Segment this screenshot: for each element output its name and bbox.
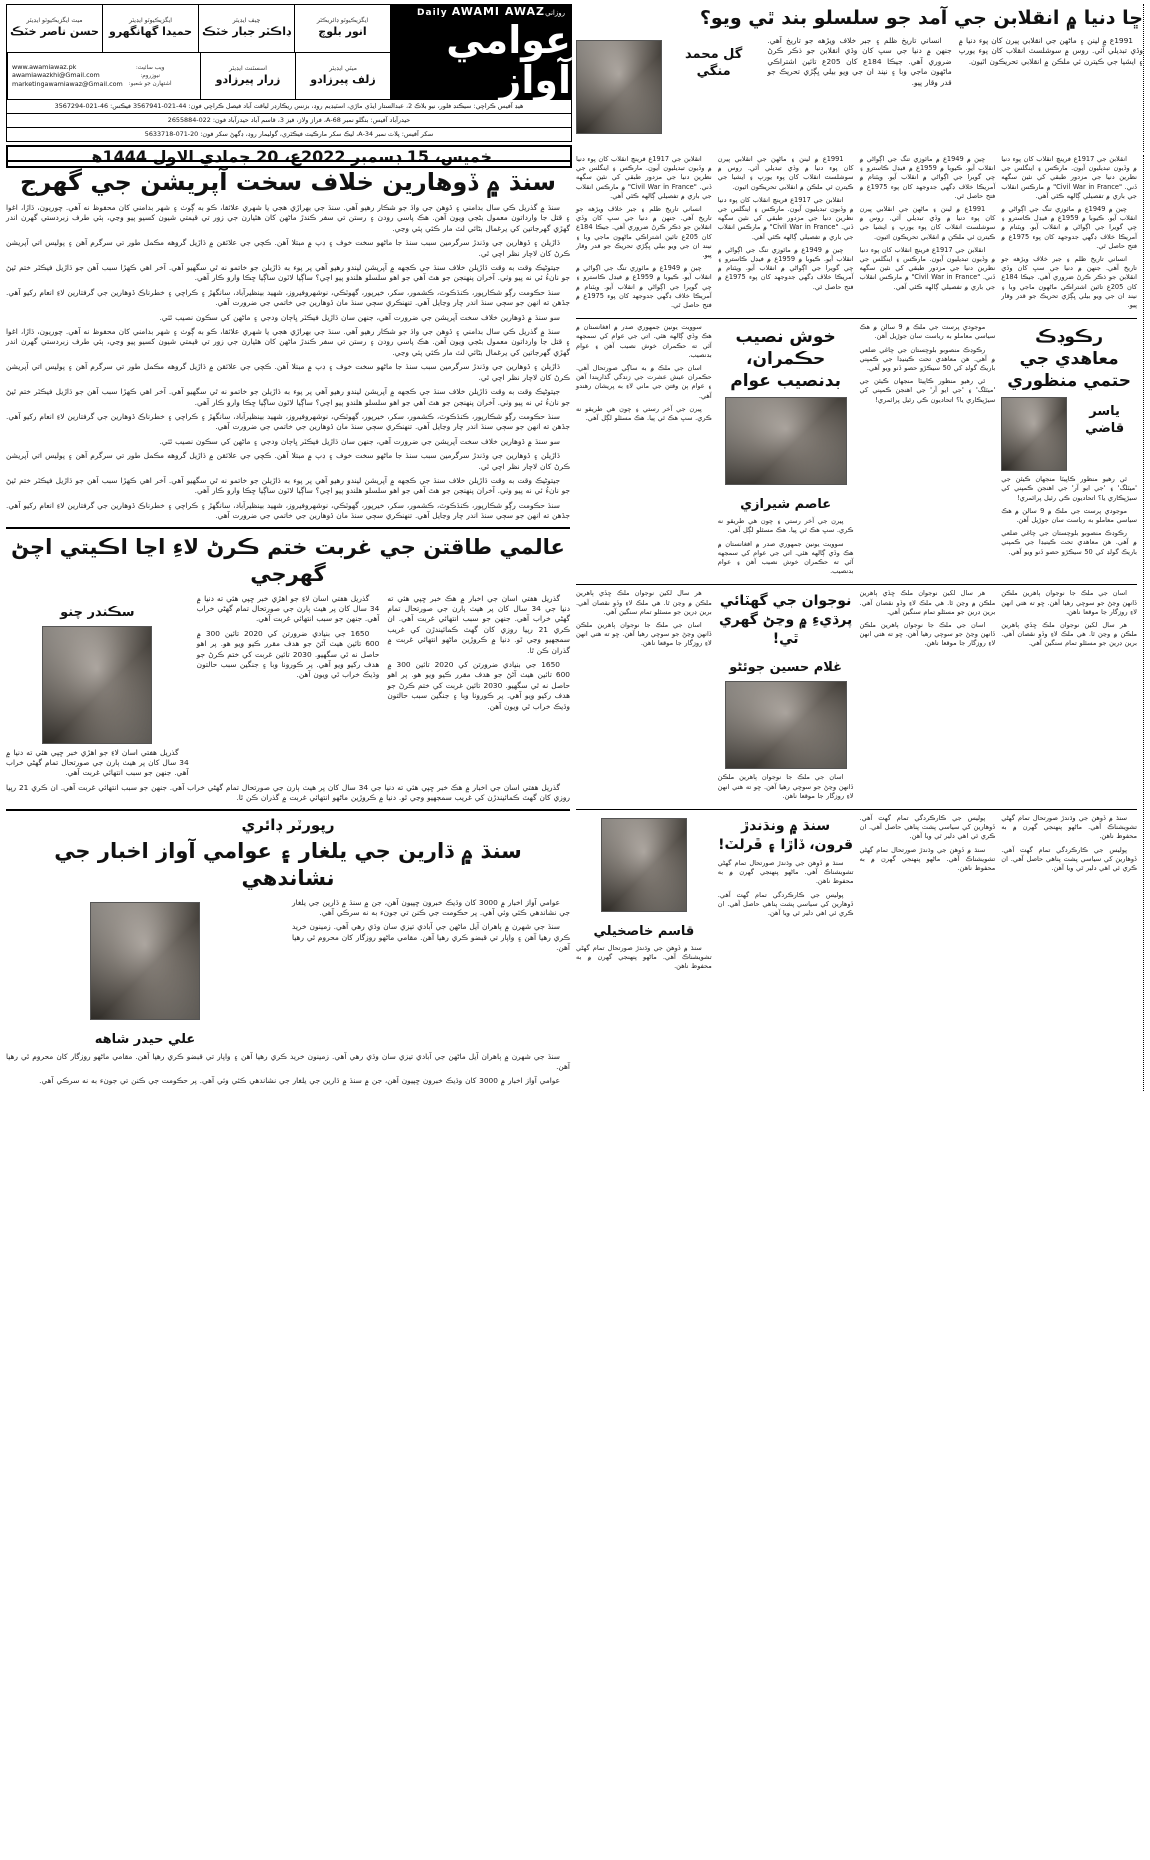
a4-author-photo — [725, 681, 847, 769]
lead-para-4b: سنڌ حڪومت رڳو شڪارپور، ڪنڌڪوٽ، ڪشمور، سکر، خيرپور، گهوٽڪي، نوشهروفيروز، شهيد بينظيرآباد، سانگهڙ ۽ ڪراچي ۽ خطرناڪ ڏوهارين جي گرفتارين لاءِ انعام رکيو آهي. جڏهن ته انهن جو سڄي سنڌ اندر چار وڃايل آهي. تنهنڪري سڄي سنڌ مان ڏوهارين جي خاتمي جي ضرورت آهي. — [6, 411, 570, 432]
left-zone — [572, 155, 1144, 1091]
top-strip — [6, 4, 1144, 166]
a5-author-photo — [601, 818, 687, 912]
a1-para-4b: چين ۾ 1949ع ۾ مائوزي تنگ جي اڳواڻي ۾ انقلاب آيو. ڪيوبا ۾ 1959ع ۾ فيڊل ڪاسترو ۽ چي گويرا جي اڳواڻي ۾ انقلاب آيو. ويٽنام ۾ آمريڪا خلاف ڊگهي جدوجهد کان پوء 1975ع ۾ فتح حاصل ٿي. — [859, 155, 996, 200]
second-body-continued — [6, 783, 570, 804]
a5-col-4 — [1001, 814, 1137, 976]
second-para-1: گذريل هفتي اسان لاءِ جو اهڙي خبر ڇپي هئي ته دنيا ۾ 34 سال کان پر هيٺ ٻارن جي صورتحال تمام گهڻي خراب آهي. جنهن جو سبب انتهائي غربت آهي. — [196, 593, 380, 624]
a1-para-4c: چين ۾ 1949ع ۾ مائوزي تنگ جي اڳواڻي ۾ انقلاب آيو. ڪيوبا ۾ 1959ع ۾ فيڊل ڪاسترو ۽ چي گويرا جي اڳواڻي ۾ انقلاب آيو. ويٽنام ۾ آمريڪا خلاف ڊگهي جدوجهد کان پوء 1975ع ۾ فتح حاصل ٿي. — [717, 245, 854, 291]
staff-cell-exec-editor — [102, 5, 198, 52]
divider-a3-a4 — [576, 584, 1137, 585]
staff-cell-assistant-editor — [200, 53, 295, 100]
third-author-name: علي حيدر شاهه — [94, 1031, 196, 1047]
lead-para-2b: ڌاڙيلن ۽ ڏوهارين جي وڌندڙ سرگرمين سبب سنڌ جا ماڻهو سخت خوف ۽ ڊپ ۾ مبتلا آهن. ڪچي جي علائقن ۾ ڌاڙيل گروهه مڪمل طور تي سرگرم آهن ۽ پوليس اتي آپريشن ڪرڻ کان لاچار نظر اچي ٿي. — [6, 362, 570, 382]
divider-a1-a2 — [576, 318, 1137, 319]
second-byline-text — [6, 748, 189, 779]
staff-cell-deputy-editor — [295, 53, 390, 100]
a1-author-photo — [576, 40, 662, 134]
a5-overflow — [576, 944, 712, 972]
lead-para-4c: سنڌ حڪومت رڳو شڪارپور، ڪنڌڪوٽ، ڪشمور، سکر، خيرپور، گهوٽڪي، نوشهروفيروز، شهيد بينظيرآباد، سانگهڙ ۽ ڪراچي ۽ خطرناڪ ڏوهارين جي گرفتارين لاءِ انعام رکيو آهي. جڏهن ته انهن جو سڄي سنڌ اندر چار وڃايل آهي. تنهنڪري سڄي سنڌ مان ڏوهارين جي خاتمي جي ضرورت آهي. — [6, 500, 570, 521]
a1-author-name: گل محمد منگي — [685, 47, 743, 79]
a2-overflow-col — [576, 323, 712, 580]
a5-byline — [576, 818, 712, 940]
staff-role: ميٽي ايڊيٽر — [329, 64, 357, 72]
lead-para-5b: سو سنڌ ۾ ڏوهارين خلاف سخت آپريشن جي ضرورت آهي، جنهن سان ڌاڙيل فيڪٽر ڀاڄان ودجي ۽ ماڻهن کي سڪون نصيب ٿئي. — [159, 436, 560, 446]
lead-para-4: سنڌ حڪومت رڳو شڪارپور، ڪنڌڪوٽ، ڪشمور، سکر، خيرپور، گهوٽڪي، نوشهروفيروز، شهيد بينظيرآباد، سانگهڙ ۽ ڪراچي ۽ خطرناڪ ڏوهارين جي گرفتارين لاءِ انعام رکيو آهي. جڏهن ته انهن جو سڄي سنڌ اندر چار وڃايل آهي. تنهنڪري سڄي سنڌ مان ڏوهارين جي خاتمي جي ضرورت آهي. — [6, 287, 570, 308]
a3-author-photo — [1001, 397, 1067, 471]
a1-para-1: انساني تاريخ ظلم ۽ جبر خلاف ويڙهه جو تاريخ آهي. جنهن ۾ دنيا جي سڀ کان وڏي انقلابن جو ذڪر ڪرڻ ضروري آهي. جيڪا 184ع کان 205ع تائين اشتراڪي ماڻهون ماجي وبا ۽ نيند ان جي ويو بيلي ڀڳڙي تحريڪ جو قدر وقار پيو. — [767, 36, 952, 87]
a2-para-1: پيرن جي آخر رستي ۽ چون هي طريقو نه ڪري. سڀ هڪ ٿي پيا. هڪ مسئلو لڳل آهي. — [717, 517, 854, 535]
a2-a3-band — [576, 323, 1137, 580]
contact-labels — [129, 64, 172, 88]
a4-para-1: اسان جي ملڪ جا نوجوان ٻاهرين ملڪن ڏانهن وڃڻ جو سوچي رهيا آهن. ڇو ته هتي انهن لاءِ روزگار جا موقعا ناهن. — [1001, 589, 1137, 616]
third-body-continued — [6, 1052, 570, 1087]
a5-headline[interactable]: سنڌ ۾ ونڌندڙ قرون، ڏاڙا ۽ ڦرلٽ! — [718, 818, 854, 854]
a3-para-3b: رڪوڊڪ منصوبو بلوچستان جي چاغي ضلعي ۾ آهي. هن معاهدي تحت ڪينيڊا جي ڪمپني باريڪ گولڊ کي 50 سيڪڙو حصو ڏنو ويو آهي. — [859, 345, 996, 373]
a2-author-photo — [725, 397, 847, 485]
a3-para-3: رڪوڊڪ منصوبو بلوچستان جي چاغي ضلعي ۾ آهي. هن معاهدي تحت ڪينيڊا جي ڪمپني باريڪ گولڊ کي 50 سيڪڙو حصو ڏنو ويو آهي. — [1001, 529, 1137, 556]
staff-role: اسسٽنٽ ايڊيٽر — [229, 64, 267, 72]
a5-para-1c: سنڌ ۾ ڏوهن جي وڌندڙ صورتحال تمام گهڻي تشويشناڪ آهي. ماڻهو پنهنجي گهرن ۾ به محفوظ ناهن. — [717, 859, 854, 886]
a3-byline — [1001, 397, 1137, 471]
a2-para-2b: سوويت يونين جمهوري صدر ۾ افغانستان ۾ هڪ وڏي ڳالهه هئي. اتي جي عوام کي سمجهه آئي ته حڪمران خوش نصيب آهن ۽ عوام بدنصيب. — [576, 323, 712, 359]
address-head-office: هيڊ آفيس ڪراچي: سيڪنڊ فلور، نيو بلاڪ 2، عبدالستار ايڏي ماڙي، اسٽيڊيم روڊ، بزنس ريڪارڊر لياقت آباد فيصل ڪراچي فون: 44-021-3567941 فيڪس: 46-021-3567294 — [6, 100, 572, 114]
a1-para-4: چين ۾ 1949ع ۾ مائوزي تنگ جي اڳواڻي ۾ انقلاب آيو. ڪيوبا ۾ 1959ع ۾ فيڊل ڪاسترو ۽ چي گويرا جي اڳواڻي ۾ انقلاب آيو. ويٽنام ۾ آمريڪا خلاف ڊگهي جدوجهد کان پوء 1975ع ۾ فتح حاصل ٿي. — [1001, 205, 1138, 250]
third-col-left — [292, 898, 570, 1052]
a1-para-2: 1991ع ۾ لينن ۽ ماڻهن جي انقلابي پيرن کان پوء دنيا ۾ وڏي تبديلي آئي. روس ۾ سوشلسٽ انقلاب کان پوء يورپ ۽ ايشيا جي ڪيترن ئي ملڪن ۾ انقلابي تحريڪون اٿيون. — [958, 36, 1143, 66]
a5-byline-col — [576, 814, 712, 976]
a5-para-1: سنڌ ۾ ڏوهن جي وڌندڙ صورتحال تمام گهڻي تشويشناڪ آهي. ماڻهو پنهنجي گهرن ۾ به محفوظ ناهن. — [1001, 814, 1137, 841]
lead-para-5: سو سنڌ ۾ ڏوهارين خلاف سخت آپريشن جي ضرورت آهي، جنهن سان ڌاڙيل فيڪٽر ڀاڄان ودجي ۽ ماڻهن کي سڪون نصيب ٿئي. — [159, 312, 560, 322]
a3-para-2b: موجودي پرسٽ جي ملڪ ۾ 9 سالن ۾ هڪ سياسي معاملو به رياست سان جوڙيل آهن. — [859, 323, 996, 341]
a4-byline — [718, 653, 854, 769]
address-hyderabad-office: حيدرآباد آفيس: بنگلو نمبر 68-A، فراز ولاز، فيز 3، قاسم آباد حيدرآباد فون: 022-2655884 — [6, 114, 572, 128]
staff-grid — [6, 4, 390, 100]
second-byline-col — [6, 594, 189, 783]
divider-a4-a5 — [576, 809, 1137, 810]
staff-name: زرار پيرزادو — [215, 72, 281, 86]
contact-website[interactable]: www.awamiawaz.pk — [12, 62, 77, 71]
contact-label-ads: اشتهارن جو شعبو: — [128, 80, 172, 87]
nameplate-sindhi-title: عوامي آواز — [446, 17, 571, 102]
a4-head-col — [718, 589, 854, 805]
a2-para-1b: پيرن جي آخر رستي ۽ چون هي طريقو نه ڪري. سڀ هڪ ٿي پيا. هڪ مسئلو لڳل آهي. — [576, 404, 712, 423]
a1-para-3b: انقلابن جي 1917ع فرينچ انقلاب کان پوء دنيا ۾ وڏيون تبديليون آيون. مارڪس ۽ اينگلس جي نظرين دنيا جي مزدور طبقي کي نئين سگهه ڏني. "Civil War in France" ۾ مارڪس انقلاب جي باري ۾ تفصيلي ڳالهه ڪئي آهي. — [859, 245, 996, 291]
a1-para-1c: انساني تاريخ ظلم ۽ جبر خلاف ويڙهه جو تاريخ آهي. جنهن ۾ دنيا جي سڀ کان وڏي انقلابن جو ذڪر ڪرڻ ضروري آهي. جيڪا 184ع کان 205ع تائين اشتراڪي ماڻهون ماجي وبا ۽ نيند ان جي ويو بيلي ڀڳڙي تحريڪ جو قدر وقار پيو. — [576, 205, 712, 260]
third-para-2: سنڌ جي شهرن ۾ ٻاهران آيل ماڻهن جي آبادي تيزي سان وڌي رهي آهي. زمينون خريد ڪري رهيا آهن ۽ واپار تي قبضو ڪري رهيا آهن. مقامي ماڻهو روزگار کان محروم ٿي رهيا آهن. — [292, 922, 570, 953]
staff-name: حسن ناصر خٽڪ — [10, 25, 99, 39]
a3-para-1b: ٿي رهيو منظور ڪاپيٽا منجهان ڪيئن جي 'ميٽلگ' ۽ 'جي ايو آر' جي اهنجن ڪمپني کي سيڙپڪاري يا؟ اتحاديون ڪي رئيل پرائمري! — [859, 377, 996, 404]
lead-para-3b: جيتوڻيڪ وقت به وقت ڌاڙيلن خلاف سنڌ جي ڪجهه ۾ آپريشن ليندو رهيو آهي پر پوء به ڌاڙيلن جو خاتمو نه ٿي سگهيو آهي. آخر اهي ڪهڙا سبب آهن جو ڌاڙيل فيڪٽر ختم ٿيڻ جو نانءُ ئي نه پيو وٺي. آخران پنهنجن جو هٿ آهي جو اهو سلسلو هلندو پيو اچي؟ ساڳيا لاٽون ساڳيا ڇڪا وارو ڪار آهي. — [6, 387, 570, 407]
third-author-photo — [90, 902, 200, 1020]
a4-col-3 — [860, 589, 996, 805]
main-body — [6, 155, 1144, 1091]
staff-name: زلف پيرزادو — [310, 72, 376, 86]
rule-above-third — [6, 809, 570, 811]
a4-text — [718, 773, 854, 801]
second-para-3: 1650 جي بنيادي ضرورتن کي 2020 تائين 300 ۾ 600 تائين هيٺ آڻڻ جو هدف مقرر ڪيو ويو هو. پر اهو حاصل نه ٿي سگهيو. 2030 تائين غربت کي ختم ڪرڻ جو هدف رکيو ويو آهي. پر ڪورونا وبا ۽ جنگين سبب حالتون وڌيڪ خراب ٿي ويون آهن. — [387, 660, 571, 711]
a1-para-1b: انساني تاريخ ظلم ۽ جبر خلاف ويڙهه جو تاريخ آهي. جنهن ۾ دنيا جي سڀ کان وڏي انقلابن جو ذڪر ڪرڻ ضروري آهي. جيڪا 184ع کان 205ع تائين اشتراڪي ماڻهون ماجي وبا ۽ نيند ان جي ويو بيلي ڀڳڙي تحريڪ جو قدر وقار پيو. — [1001, 255, 1137, 310]
staff-role: چيف ايڊيٽر — [232, 17, 261, 25]
a1-cont-col-4 — [1001, 155, 1137, 314]
a3-para-1: ٿي رهيو منظور ڪاپيٽا منجهان ڪيئن جي 'ميٽلگ' ۽ 'جي ايو آر' جي اهنجن ڪمپني کي سيڙپڪاري يا؟ اتحاديون ڪي رئيل پرائمري! — [1001, 475, 1137, 502]
a5-para-2: پوليس جي ڪارڪردگي تمام گهٽ آهي. ڏوهارين کي سياسي پشت پناهي حاصل آهي. ان ڪري ئي اهي دلير ٿي ويا آهن. — [1001, 845, 1137, 873]
a3-headline[interactable]: رڪوڊڪ معاهدي جي حتمي منظوري — [1007, 327, 1131, 392]
staff-name: انور بلوچ — [318, 25, 367, 39]
third-para-2b: سنڌ جي شهرن ۾ ٻاهران آيل ماڻهن جي آبادي تيزي سان وڌي رهي آهي. زمينون خريد ڪري رهيا آهن ۽ واپار تي قبضو ڪري رهيا آهن. مقامي ماڻهو روزگار کان محروم ٿي رهيا آهن. — [6, 1051, 570, 1071]
a4-para-2b: هر سال لکين نوجوان ملڪ ڇڏي ٻاهرين ملڪن ۾ وڃن ٿا. هي ملڪ لاءِ وڏو نقصان آهي. برين ڊرين جو مسئلو تمام سنگين آهي. — [859, 589, 996, 616]
nameplate-latin — [417, 5, 545, 18]
a5-author-name: قاسم خاصخيلي — [593, 924, 695, 940]
nameplate-latin-daily: Daily — [417, 7, 448, 18]
address-sukkur-office: سکر آفيس: پلاٽ نمبر 34-A، ليڪ سکر مارڪيٽ فيڪٽري، گوليمار روڊ، ڊگهڻ سکر فون: 20-071-5633718 — [6, 128, 572, 142]
a1-continued — [576, 155, 1137, 314]
staff-name: ڊاڪٽر جبار خٽڪ — [202, 25, 291, 39]
a3-overflow-col — [860, 323, 996, 580]
staff-cell-chief-editor — [198, 5, 294, 52]
third-headline[interactable]: سنڌ ۾ ڌارين جي يلغار ۽ عوامي آواز اخبار جي نشاندهي — [54, 838, 522, 890]
staff-role: ايگزيڪيوٽو ڊائريڪٽر — [316, 17, 369, 25]
staff-cell-deputy-exec-editor — [7, 5, 102, 52]
staff-cell-exec-director — [294, 5, 390, 52]
a3-block — [1001, 323, 1137, 580]
a4-col-1 — [576, 589, 712, 805]
third-byline — [6, 902, 284, 1048]
lead-body — [6, 203, 570, 522]
a5-para-1d: سنڌ ۾ ڏوهن جي وڌندڙ صورتحال تمام گهڻي تشويشناڪ آهي. ماڻهو پنهنجي گهرن ۾ به محفوظ ناهن. — [576, 944, 712, 971]
second-col-left — [387, 594, 570, 783]
a2-author-name: عاصم شيرازي — [740, 497, 832, 513]
second-author-name: سڪندر چنو — [60, 604, 135, 620]
rule-above-second — [6, 527, 570, 529]
a3-para-2: موجودي پرسٽ جي ملڪ ۾ 9 سالن ۾ هڪ سياسي معاملو به رياست سان جوڙيل آهن. — [1001, 506, 1137, 525]
second-col-mid — [197, 594, 380, 783]
lead-headline[interactable]: سنڌ ۾ ڏوهارين خلاف سخت آپريشن جي گهرج — [19, 168, 556, 196]
a1-col-3 — [959, 36, 1143, 138]
lead-para-1b: سنڌ ۾ گذريل ڪي سال بدامني ۽ ڏوهن جي واڌ جو شڪار رهيو آهي. سنڌ جي بهراڙي هجي يا شهري علائقا، ڪو به ڳوٺ ۽ شهر بدامني کان محفوظ نه آهي. چوريون، ڌاڙا، اغوا ۽ قتل جا وارداتون معمول بڻجي ويون آهن. هڪ پاسي رودن ۽ رستن تي سفر ڪندڙ ماڻهن کان هٿيارن جي زور تي قيمتي شيون کسيو پيو وڃي، ٻئي طرف زبردستي گهرن اندر گهڙي گهرجاتين کي يرغمال بڻائي لٽ مار ڪئي پئي وڃي. — [6, 327, 570, 357]
lead-para-1: سنڌ ۾ گذريل ڪي سال بدامني ۽ ڏوهن جي واڌ جو شڪار رهيو آهي. سنڌ جي بهراڙي هجي يا شهري علائقا، ڪو به ڳوٺ ۽ شهر بدامني کان محفوظ نه آهي. چوريون، ڌاڙا، اغوا ۽ قتل جا وارداتون معمول بڻجي ويون آهن. هڪ پاسي رودن ۽ رستن تي سفر ڪندڙ ماڻهن کان هٿيارن جي زور تي قيمتي شيون کسيو پيو وڃي، ٻئي طرف زبردستي گهرن اندر گهڙي گهرجاتين کي يرغمال بڻائي لٽ مار ڪئي پئي وڃي. — [6, 203, 570, 233]
lead-para-2: ڌاڙيلن ۽ ڏوهارين جي وڌندڙ سرگرمين سبب سنڌ جا ماڻهو سخت خوف ۽ ڊپ ۾ مبتلا آهن. ڪچي جي علائقن ۾ ڌاڙيل گروهه مڪمل طور تي سرگرم آهن ۽ پوليس اتي آپريشن ڪرڻ کان لاچار نظر اچي ٿي. — [6, 238, 570, 258]
a4-para-1c: اسان جي ملڪ جا نوجوان ٻاهرين ملڪن ڏانهن وڃڻ جو سوچي رهيا آهن. ڇو ته هتي انهن لاءِ روزگار جا موقعا ناهن. — [717, 773, 854, 800]
a2-block — [718, 323, 854, 580]
staff-role: ايگزيڪيوٽو ايڊيٽر — [129, 17, 173, 25]
a3-text — [1001, 475, 1137, 557]
lead-para-2c: ڌاڙيلن ۽ ڏوهارين جي وڌندڙ سرگرمين سبب سنڌ جا ماڻهو سخت خوف ۽ ڊپ ۾ مبتلا آهن. ڪچي جي علائقن ۾ ڌاڙيل گروهه مڪمل طور تي سرگرم آهن ۽ پوليس اتي آپريشن ڪرڻ کان لاچار نظر اچي ٿي. — [6, 451, 570, 471]
a1-para-3c: انقلابن جي 1917ع فرينچ انقلاب کان پوء دنيا ۾ وڏيون تبديليون آيون. مارڪس ۽ اينگلس جي نظرين دنيا جي مزدور طبقي کي نئين سگهه ڏني. "Civil War in France" ۾ مارڪس انقلاب جي باري ۾ تفصيلي ڳالهه ڪئي آهي. — [717, 195, 854, 241]
a1-cont-col-2 — [718, 155, 854, 314]
second-para-2: گذريل هفتي اسان جي اخبار ۾ هڪ خبر ڇپي هئي ته دنيا جي 34 سال کان پر هيٺ ٻارن جي صورتحال تمام گهڻي خراب آهي. جنهن جو سبب انتهائي غربت آهي. ان ڪري 21 رپيا روزي کان گهٽ ڪمائيندڙن کي غريب سمجهيو وڃي ٿو. دنيا ۾ ڪروڙين ماڻهو انتهائي غربت ۾ گذران ڪن ٿا. — [387, 593, 570, 655]
a1-para-3d: انقلابن جي 1917ع فرينچ انقلاب کان پوء دنيا ۾ وڏيون تبديليون آيون. مارڪس ۽ اينگلس جي نظرين دنيا جي مزدور طبقي کي نئين سگهه ڏني. "Civil War in France" ۾ مارڪس انقلاب جي باري ۾ تفصيلي ڳالهه ڪئي آهي. — [576, 155, 712, 200]
a1-para-3: انقلابن جي 1917ع فرينچ انقلاب کان پوء دنيا ۾ وڏيون تبديليون آيون. مارڪس ۽ اينگلس جي نظرين دنيا جي مزدور طبقي کي نئين سگهه ڏني. "Civil War in France" ۾ مارڪس انقلاب جي باري ۾ تفصيلي ڳالهه ڪئي آهي. — [1001, 155, 1138, 200]
a4-para-1d: اسان جي ملڪ جا نوجوان ٻاهرين ملڪن ڏانهن وڃڻ جو سوچي رهيا آهن. ڇو ته هتي انهن لاءِ روزگار جا موقعا ناهن. — [576, 621, 712, 648]
second-author-photo — [42, 626, 152, 744]
a2-headline[interactable]: خوش نصيب حڪمران، بدنصيب عوام — [730, 327, 841, 392]
lead-para-3c: جيتوڻيڪ وقت به وقت ڌاڙيلن خلاف سنڌ جي ڪجهه ۾ آپريشن ليندو رهيو آهي پر پوء به ڌاڙيلن جو خاتمو نه ٿي سگهيو آهي. آخر اهي ڪهڙا سبب آهن جو ڌاڙيل فيڪٽر ختم ٿيڻ جو نانءُ ئي نه پيو وٺي. آخران پنهنجن جو هٿ آهي جو اهو سلسلو هلندو پيو اچي؟ ساڳيا لاٽون ساڳيا ڇڪا وارو ڪار آهي. — [6, 475, 570, 496]
a3-author-name: ياسر قاضي — [1085, 404, 1125, 437]
third-columns — [6, 898, 570, 1052]
a4-author-name: غلام حسين جوئڻو — [729, 660, 843, 676]
contact-values — [12, 63, 123, 89]
a4-para-2: هر سال لکين نوجوان ملڪ ڇڏي ٻاهرين ملڪن ۾ وڃن ٿا. هي ملڪ لاءِ وڏو نقصان آهي. برين ڊرين جو مسئلو تمام سنگين آهي. — [1001, 621, 1137, 648]
a1-cont-col-3 — [860, 155, 996, 314]
a1-top-columns — [576, 36, 1143, 138]
staff-name: حميدا گهانگهرو — [109, 25, 193, 39]
third-kicker: رپورٽر ڊائري — [241, 815, 335, 834]
a2-text — [718, 517, 854, 576]
nameplate-corner-mark: روزاني — [545, 9, 565, 17]
nameplate-latin-title: AWAMI AWAZ — [451, 4, 545, 18]
a2-para-2: سوويت يونين جمهوري صدر ۾ افغانستان ۾ هڪ وڏي ڳالهه هئي. اتي جي عوام کي سمجهه آئي ته حڪمران خوش نصيب آهن ۽ عوام بدنصيب. — [717, 539, 854, 576]
second-para-2b: گذريل هفتي اسان جي اخبار ۾ هڪ خبر ڇپي هئي ته دنيا جي 34 سال کان پر هيٺ ٻارن جي صورتحال تمام گهڻي خراب آهي. جنهن جو سبب انتهائي غربت آهي. ان ڪري 21 رپيا روزي کان گهٽ ڪمائيندڙن کي غريب سمجهيو وڃي ٿو. دنيا ۾ ڪروڙين ماڻهو انتهائي غربت ۾ گذران ڪن ٿا. — [6, 782, 570, 803]
third-byline-col — [6, 898, 284, 1052]
a1-para-4d: چين ۾ 1949ع ۾ مائوزي تنگ جي اڳواڻي ۾ انقلاب آيو. ڪيوبا ۾ 1959ع ۾ فيڊل ڪاسترو ۽ چي گويرا جي اڳواڻي ۾ انقلاب آيو. ويٽنام ۾ آمريڪا خلاف ڊگهي جدوجهد کان پوء 1975ع ۾ فتح حاصل ٿي. — [576, 264, 712, 310]
second-byline — [6, 598, 189, 744]
third-para-1: عوامي آواز اخبار ۾ 3000 کان وڌيڪ خبرون ڇپيون آهن، جن ۾ سنڌ ۾ ڌارين جي يلغار جي نشاندهي ڪئي وئي آهي. پر حڪومت جي ڪنن تي جونء به نه سرڪي آهي. — [292, 897, 570, 917]
a1-para-2c: 1991ع ۾ لينن ۽ ماڻهن جي انقلابي پيرن کان پوء دنيا ۾ وڏي تبديلي آئي. روس ۾ سوشلسٽ انقلاب کان پوء يورپ ۽ ايشيا جي ڪيترن ئي ملڪن ۾ انقلابي تحريڪون اٿيون. — [717, 155, 854, 191]
a5-col-3 — [860, 814, 996, 976]
rule-above-lead — [6, 160, 570, 162]
a1-byline-col — [576, 36, 760, 138]
contact-ads-email[interactable]: marketingawamiawaz@Gmail.com — [12, 80, 123, 89]
a1-cont-col-1 — [576, 155, 712, 314]
a2-para-3: اسان جي ملڪ ۾ به ساڳي صورتحال آهي. حڪمران عيش عشرت جي زندگي گذاريندا آهن ۽ عوام ٻن وقتن جي ماني لاءِ به پريشان رهندو آهي. — [576, 364, 712, 400]
staff-role: ميٽ ايگزيڪيوٽو ايڊيٽر — [26, 17, 83, 25]
a5-para-2c: پوليس جي ڪارڪردگي تمام گهٽ آهي. ڏوهارين کي سياسي پشت پناهي حاصل آهي. ان ڪري ئي اهي دلير ٿي ويا آهن. — [717, 890, 854, 918]
feature-article-top — [572, 4, 1144, 152]
second-headline[interactable]: عالمي طاقتن جي غربت ختم ڪرڻ لاءِ اڃا اڪيتي اچڻ گهرجي — [11, 534, 565, 586]
nameplate — [390, 4, 572, 100]
right-zone — [6, 155, 572, 1091]
second-columns — [6, 594, 570, 783]
lead-para-3: جيتوڻيڪ وقت به وقت ڌاڙيلن خلاف سنڌ جي ڪجهه ۾ آپريشن ليندو رهيو آهي پر پوء به ڌاڙيلن جو خاتمو نه ٿي سگهيو آهي. آخر اهي ڪهڙا سبب آهن جو ڌاڙيل فيڪٽر ختم ٿيڻ جو نانءُ ئي نه پيو وٺي. آخران پنهنجن جو هٿ آهي جو اهو سلسلو هلندو پيو اچي؟ ساڳيا لاٽون ساڳيا ڇڪا وارو ڪار آهي. — [6, 263, 570, 283]
contact-newsroom-email[interactable]: awamiawazkhi@Gmail.com — [12, 71, 100, 80]
staff-row-1 — [7, 5, 390, 52]
date-bar: خميس، 15 ڊسمبر 2022ع، 20 جمادي الاول 1444هـ — [6, 145, 572, 168]
a1-headline[interactable]: ڇا دنيا ۾ انقلابن جي آمد جو سلسلو بند ٿي ويو؟ — [699, 7, 1143, 29]
a1-col-2 — [767, 36, 951, 138]
a2-byline — [718, 397, 854, 513]
a5-text — [718, 859, 854, 918]
third-para-1b: عوامي آواز اخبار ۾ 3000 کان وڌيڪ خبرون ڇپيون آهن، جن ۾ سنڌ ۾ ڌارين جي يلغار جي نشاندهي ڪئي وئي آهي. پر حڪومت جي ڪنن تي جونء به نه سرڪي آهي. — [39, 1076, 560, 1086]
a4-col-4 — [1001, 589, 1137, 805]
contact-block — [7, 53, 200, 100]
a5-para-2b: پوليس جي ڪارڪردگي تمام گهٽ آهي. ڏوهارين کي سياسي پشت پناهي حاصل آهي. ان ڪري ئي اهي دلير ٿي ويا آهن. — [859, 814, 996, 841]
a4-para-1b: اسان جي ملڪ جا نوجوان ٻاهرين ملڪن ڏانهن وڃڻ جو سوچي رهيا آهن. ڇو ته هتي انهن لاءِ روزگار جا موقعا ناهن. — [859, 621, 996, 648]
a5-para-1b: سنڌ ۾ ڏوهن جي وڌندڙ صورتحال تمام گهڻي تشويشناڪ آهي. ماڻهو پنهنجي گهرن ۾ به محفوظ ناهن. — [859, 845, 996, 873]
a5-band — [576, 814, 1137, 976]
contact-label-newsroom: نيوزروم: — [140, 72, 160, 79]
masthead — [6, 4, 572, 166]
a4-headline[interactable]: نوجوان جي گهٽائي پرڌيءِ ۾ وڃڻ گهري ٿي! — [718, 593, 853, 648]
a1-para-2b: 1991ع ۾ لينن ۽ ماڻهن جي انقلابي پيرن کان پوء دنيا ۾ وڏي تبديلي آئي. روس ۾ سوشلسٽ انقلاب کان پوء يورپ ۽ ايشيا جي ڪيترن ئي ملڪن ۾ انقلابي تحريڪون اٿيون. — [859, 205, 996, 241]
second-para-3b: 1650 جي بنيادي ضرورتن کي 2020 تائين 300 ۾ 600 تائين هيٺ آڻڻ جو هدف مقرر ڪيو ويو هو. پر اهو حاصل نه ٿي سگهيو. 2030 تائين غربت کي ختم ڪرڻ جو هدف رکيو ويو آهي. پر ڪورونا وبا ۽ جنگين سبب حالتون وڌيڪ خراب ٿي ويون آهن. — [196, 628, 380, 680]
a4-band — [576, 589, 1137, 805]
a4-para-2c: هر سال لکين نوجوان ملڪ ڇڏي ٻاهرين ملڪن ۾ وڃن ٿا. هي ملڪ لاءِ وڏو نقصان آهي. برين ڊرين جو مسئلو تمام سنگين آهي. — [576, 589, 712, 616]
second-para-1b: گذريل هفتي اسان لاءِ جو اهڙي خبر ڇپي هئي ته دنيا ۾ 34 سال کان پر هيٺ ٻارن جي صورتحال تمام گهڻي خراب آهي. جنهن جو سبب انتهائي غربت آهي. — [5, 747, 189, 778]
contact-label-website: ويب سائيٽ: — [135, 64, 165, 71]
a5-head-col — [718, 814, 854, 976]
staff-row-2 — [7, 52, 390, 100]
a1-byline — [576, 40, 760, 134]
